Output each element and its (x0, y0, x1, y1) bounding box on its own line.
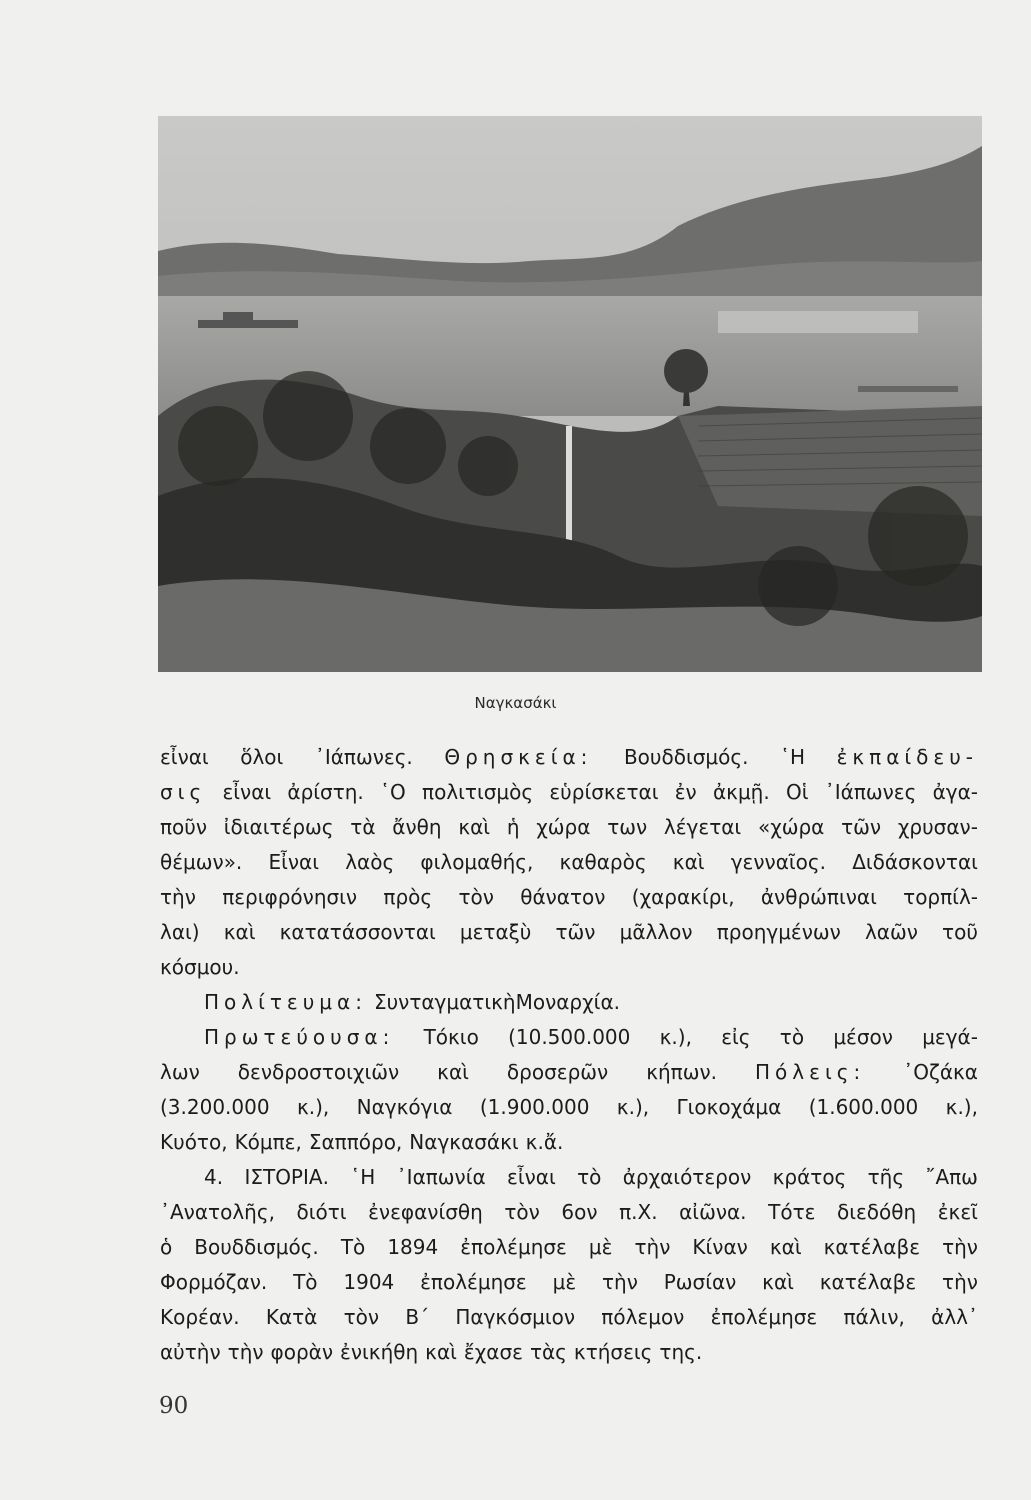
word: ἐκπαίδευ- (836, 745, 978, 769)
word: λαι) (160, 920, 200, 944)
word: κ.), (296, 1095, 330, 1119)
word: (1.600.000 (808, 1095, 919, 1119)
page-number: 90 (159, 1393, 189, 1419)
word: τοῦ (942, 920, 978, 944)
word: χώρα (536, 815, 591, 839)
word: φορὰν (270, 1340, 334, 1364)
word: κήπων. (646, 1060, 717, 1084)
word: Διδάσκονται (852, 850, 978, 874)
word: τὰ (350, 815, 376, 839)
word: Β΄ (405, 1305, 430, 1329)
word: ᾿Ιαπωνία (396, 1165, 486, 1189)
word: καὶ (425, 1340, 457, 1364)
word: αὐτὴν (160, 1340, 221, 1364)
word: κατατάσσονται (279, 920, 436, 944)
word: ποῦν (160, 815, 208, 839)
word: τὴν (160, 885, 196, 909)
word: Πόλεις: (755, 1060, 866, 1084)
body-text (160, 740, 978, 1370)
word: λων (160, 1060, 200, 1084)
word: πολιτισμὸς (422, 780, 534, 804)
word: καὶ (458, 815, 491, 839)
text-line (160, 1160, 978, 1195)
word: ἐνεφανίσθη (368, 1200, 483, 1224)
word: φιλομαθής, (420, 850, 534, 874)
word: τῶν (841, 815, 882, 839)
word: ἐν (674, 780, 697, 804)
word: κ.ἄ. (525, 1130, 564, 1154)
word: τὸν (458, 885, 494, 909)
text-line (160, 950, 978, 985)
word: Πολίτευμα: (204, 990, 367, 1014)
word: θέμων». (160, 850, 243, 874)
word: ἐπολέμησε (710, 1305, 818, 1329)
text-line (160, 985, 978, 1020)
word: Τὸ (293, 1270, 318, 1294)
word: Κίναν (692, 1235, 748, 1259)
word: εἶναι (507, 1165, 556, 1189)
word: Φορμόζαν. (160, 1270, 268, 1294)
word: θάνατον (520, 885, 606, 909)
word: καθαρὸς (559, 850, 647, 874)
word: τὸν (504, 1200, 540, 1224)
word: Κορέαν. (160, 1305, 240, 1329)
word: ὅλοι (240, 745, 284, 769)
word: Βουδδισμός. (623, 745, 749, 769)
word: ᾿Ιάπωνες (824, 780, 917, 804)
word: ἄνθη (392, 815, 442, 839)
word: ἔχασε (463, 1340, 523, 1364)
word: 1894 (387, 1235, 439, 1259)
word: Ναγκασάκι (409, 1130, 519, 1154)
word: καὶ (223, 920, 256, 944)
word: ῾Ο (380, 780, 406, 804)
word: Οἱ (785, 780, 809, 804)
word: κτήσεις (573, 1340, 653, 1364)
word: κράτος (772, 1165, 847, 1189)
text-line (160, 1020, 978, 1055)
text-line (160, 1055, 978, 1090)
word: ῾Η (350, 1165, 376, 1189)
word: ἐπολέμησε (420, 1270, 527, 1294)
text-line (160, 915, 978, 950)
word: κόσμου. (160, 955, 240, 979)
word: ἀρίστη. (287, 780, 364, 804)
word: ἰδιαιτέρως (223, 815, 334, 839)
word: τῆς (867, 1165, 905, 1189)
text-line (160, 740, 978, 775)
word: μᾶλλον (619, 920, 693, 944)
word: Θρησκεία: (444, 745, 593, 769)
text-line (160, 810, 978, 845)
word: Εἶναι (268, 850, 320, 874)
word: κατέλαβε (819, 1270, 917, 1294)
text-line (160, 775, 978, 810)
word: ΙΣΤΟΡΙΑ. (244, 1165, 329, 1189)
word: ἐκεῖ (937, 1200, 978, 1224)
word: εἶναι (222, 780, 272, 804)
word: ὁ (160, 1235, 173, 1259)
word: Τόκιο (423, 1025, 479, 1049)
word: τὴν (227, 1340, 264, 1364)
word: τὰς (529, 1340, 567, 1364)
word: ἀγα- (932, 780, 978, 804)
word: εἰς (721, 1025, 751, 1049)
word: ἡ (506, 815, 520, 839)
word: τῶν (555, 920, 596, 944)
word: εἶναι (160, 745, 209, 769)
word: Παγκόσμιον (455, 1305, 576, 1329)
word: τὴν (601, 1270, 638, 1294)
word: τὸ (577, 1165, 602, 1189)
word: Βουδδισμός. (194, 1235, 319, 1259)
word: 6ον (561, 1200, 598, 1224)
text-line (160, 1300, 978, 1335)
word: ἀλλ᾿ (931, 1305, 978, 1329)
word: τορπίλ- (903, 885, 978, 909)
word: (10.500.000 (508, 1025, 631, 1049)
word: προηγμένων (716, 920, 841, 944)
word: ῎Απω (925, 1165, 978, 1189)
word: τὸν (343, 1305, 380, 1329)
word: ῾Η (779, 745, 806, 769)
word: λέγεται (663, 815, 742, 839)
word: καὶ (437, 1060, 469, 1084)
word: τὴν (634, 1235, 671, 1259)
word: τὴν (942, 1270, 978, 1294)
word: χρυσαν- (897, 815, 978, 839)
word: πάλιν, (843, 1305, 905, 1329)
word: καὶ (769, 1235, 802, 1259)
word: σις (160, 780, 207, 804)
word: ἀρχαιότερον (622, 1165, 752, 1189)
word: Σαππόρο, (308, 1130, 403, 1154)
word: γενναῖος. (730, 850, 826, 874)
word: «χώρα (757, 815, 825, 839)
word: ᾿Οζάκα (903, 1060, 978, 1084)
word: ἀκμῇ. (712, 780, 770, 804)
word: π.Χ. (619, 1200, 658, 1224)
word: Τὸ (340, 1235, 366, 1259)
word: μεγά- (922, 1025, 978, 1049)
text-line (160, 845, 978, 880)
word: Κόμπε, (234, 1130, 302, 1154)
word: εὑρίσκεται (549, 780, 659, 804)
word: Ναγκόγια (356, 1095, 453, 1119)
word: δενδροστοιχιῶν (237, 1060, 400, 1084)
word: ἐνικήθη (340, 1340, 419, 1364)
word: καὶ (762, 1270, 794, 1294)
word: Γιοκοχάμα (676, 1095, 782, 1119)
word: των (607, 815, 648, 839)
word: Τότε (768, 1200, 816, 1224)
word: της. (659, 1340, 703, 1364)
word: κατέλαβε (823, 1235, 921, 1259)
word: δροσερῶν (506, 1060, 609, 1084)
word: μὲ (588, 1235, 613, 1259)
text-line (160, 1230, 978, 1265)
word: Κατὰ (265, 1305, 318, 1329)
text-line (160, 1335, 978, 1370)
word: πρὸς (383, 885, 433, 909)
word: τὸ (779, 1025, 805, 1049)
word: καὶ (672, 850, 705, 874)
word: πόλεμον (601, 1305, 685, 1329)
word: Πρωτεύουσα: (204, 1025, 395, 1049)
word: Κυότο, (160, 1130, 228, 1154)
word: ᾿Ιάπωνες. (314, 745, 413, 769)
word: αἰῶνα. (679, 1200, 747, 1224)
word: μεταξὺ (459, 920, 532, 944)
word: λαὸς (345, 850, 395, 874)
word: 1904 (343, 1270, 395, 1294)
word: ᾿Ανατολῆς, (160, 1200, 275, 1224)
word: 4. (204, 1165, 224, 1189)
word: (χαρακίρι, (631, 885, 735, 909)
word: Ρωσίαν (663, 1270, 737, 1294)
text-line (160, 1090, 978, 1125)
word: κ.), (616, 1095, 650, 1119)
word: (1.900.000 (479, 1095, 590, 1119)
word: μὲ (552, 1270, 577, 1294)
nagasaki-photo (158, 116, 982, 672)
word: μέσον (833, 1025, 893, 1049)
text-line (160, 880, 978, 915)
text-line (160, 1265, 978, 1300)
word: διότι (296, 1200, 347, 1224)
word: (3.200.000 (160, 1095, 270, 1119)
word: περιφρόνησιν (222, 885, 358, 909)
word: κ.), (945, 1095, 978, 1119)
word: διεδόθη (836, 1200, 917, 1224)
word: ΣυνταγματικὴΜοναρχία. (373, 990, 620, 1014)
word: ἀνθρώπιναι (760, 885, 877, 909)
word: κ.), (659, 1025, 692, 1049)
word: λαῶν (864, 920, 918, 944)
photo-caption: Ναγκασάκι (474, 694, 557, 712)
word: ἐπολέμησε (460, 1235, 567, 1259)
word: τὴν (942, 1235, 978, 1259)
text-line (160, 1125, 978, 1160)
text-line (160, 1195, 978, 1230)
